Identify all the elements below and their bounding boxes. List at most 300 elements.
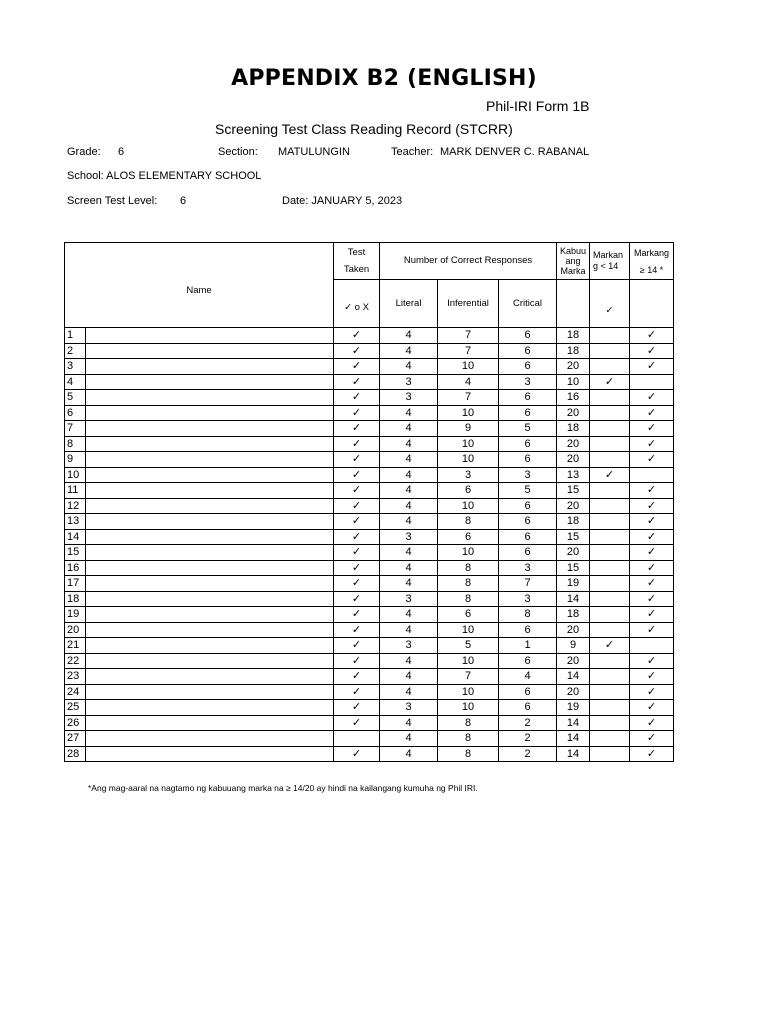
- literal-cell: 4: [380, 560, 438, 576]
- literal-cell: 4: [380, 653, 438, 669]
- test-taken-cell: ✓: [334, 374, 380, 390]
- row-number: 6: [65, 405, 86, 421]
- name-cell: [86, 545, 334, 561]
- name-cell: [86, 529, 334, 545]
- kabuuan-header-line3: Marka: [560, 266, 586, 276]
- name-cell: [86, 653, 334, 669]
- markang-ge14-cell: ✓: [630, 514, 674, 530]
- markang-ge14-header: [630, 243, 674, 280]
- name-cell: [86, 467, 334, 483]
- date-info: [282, 195, 402, 207]
- test-taken-cell: ✓: [334, 607, 380, 623]
- literal-cell: 4: [380, 514, 438, 530]
- total-score-cell: 20: [557, 545, 590, 561]
- table-row: [65, 545, 674, 561]
- total-score-cell: 20: [557, 498, 590, 514]
- inferential-header: Inferential: [438, 280, 499, 328]
- test-taken-cell: ✓: [334, 560, 380, 576]
- markang-ge14-cell: ✓: [630, 436, 674, 452]
- markang-lt14-cell: [590, 436, 630, 452]
- markang-ge14-cell: ✓: [630, 529, 674, 545]
- literal-cell: 4: [380, 731, 438, 747]
- name-cell: [86, 405, 334, 421]
- critical-cell: 7: [499, 576, 557, 592]
- markang-ge14-cell: ✓: [630, 653, 674, 669]
- markang-ge14-cell: ✓: [630, 622, 674, 638]
- teacher-label: Teacher:: [391, 146, 434, 158]
- total-score-cell: 10: [557, 374, 590, 390]
- markang-lt14-cell: [590, 529, 630, 545]
- total-score-cell: 18: [557, 343, 590, 359]
- inferential-cell: 10: [438, 405, 499, 421]
- literal-cell: 4: [380, 684, 438, 700]
- table-row: [65, 700, 674, 716]
- critical-cell: 6: [499, 343, 557, 359]
- test-taken-cell: ✓: [334, 669, 380, 685]
- row-number: 9: [65, 452, 86, 468]
- name-cell: [86, 328, 334, 344]
- name-cell: [86, 700, 334, 716]
- critical-cell: 6: [499, 390, 557, 406]
- test-taken-cell: ✓: [334, 359, 380, 375]
- test-taken-cell: ✓: [334, 622, 380, 638]
- test-taken-cell: ✓: [334, 591, 380, 607]
- critical-cell: 2: [499, 746, 557, 762]
- critical-cell: 3: [499, 591, 557, 607]
- inferential-cell: 10: [438, 622, 499, 638]
- critical-cell: 6: [499, 622, 557, 638]
- name-cell: [86, 359, 334, 375]
- row-number: 12: [65, 498, 86, 514]
- total-score-cell: 9: [557, 638, 590, 654]
- table-row: [65, 622, 674, 638]
- footnote: *Ang mag-aaral na nagtamo ng kabuuang marka na ≥ 14/20 ay hindi na kailangang kumuha ng Phil IRI.: [88, 783, 478, 793]
- literal-cell: 3: [380, 638, 438, 654]
- literal-cell: 3: [380, 529, 438, 545]
- test-taken-header-line2: Taken: [343, 263, 370, 275]
- markang-lt14-header-line1: Markan: [593, 250, 624, 260]
- markang-lt14-cell: [590, 483, 630, 499]
- markang-lt14-cell: [590, 452, 630, 468]
- correct-responses-header: Number of Correct Responses: [380, 243, 557, 280]
- table-row: [65, 576, 674, 592]
- markang-ge14-cell: ✓: [630, 684, 674, 700]
- critical-cell: 6: [499, 498, 557, 514]
- markang-lt14-header-line2: g < 14: [593, 261, 619, 271]
- table-row: [65, 560, 674, 576]
- markang-ge14-header-line1: Markang: [633, 247, 669, 258]
- total-score-cell: 20: [557, 653, 590, 669]
- table-row: [65, 421, 674, 437]
- inferential-cell: 7: [438, 669, 499, 685]
- literal-cell: 4: [380, 359, 438, 375]
- row-number: 23: [65, 669, 86, 685]
- row-number: 20: [65, 622, 86, 638]
- markang-lt14-cell: [590, 498, 630, 514]
- table-row: [65, 684, 674, 700]
- inferential-cell: 4: [438, 374, 499, 390]
- markang-ge14-cell: ✓: [630, 498, 674, 514]
- literal-cell: 4: [380, 421, 438, 437]
- markang-ge14-cell: ✓: [630, 328, 674, 344]
- table-row: [65, 328, 674, 344]
- inferential-cell: 10: [438, 684, 499, 700]
- test-taken-header-line1: Test: [347, 246, 366, 258]
- markang-lt14-header: [590, 243, 630, 280]
- form-label: Phil-IRI Form 1B: [486, 98, 590, 114]
- name-cell: [86, 343, 334, 359]
- markang-ge14-header-line2: ≥ 14 *: [639, 264, 664, 275]
- critical-cell: 4: [499, 669, 557, 685]
- table-row: [65, 359, 674, 375]
- critical-cell: 6: [499, 359, 557, 375]
- total-score-cell: 20: [557, 684, 590, 700]
- markang-lt14-cell: [590, 421, 630, 437]
- table-row: [65, 591, 674, 607]
- row-number: 16: [65, 560, 86, 576]
- inferential-cell: 8: [438, 514, 499, 530]
- literal-cell: 4: [380, 669, 438, 685]
- name-cell: [86, 514, 334, 530]
- table-row: [65, 638, 674, 654]
- name-header: Name: [65, 280, 334, 328]
- total-score-cell: 20: [557, 405, 590, 421]
- row-number: 3: [65, 359, 86, 375]
- critical-cell: 6: [499, 405, 557, 421]
- literal-cell: 4: [380, 607, 438, 623]
- markang-ge14-cell: ✓: [630, 669, 674, 685]
- markang-ge14-cell: ✓: [630, 359, 674, 375]
- name-cell: [86, 374, 334, 390]
- total-score-cell: 14: [557, 591, 590, 607]
- row-number: 22: [65, 653, 86, 669]
- total-score-cell: 20: [557, 359, 590, 375]
- literal-cell: 4: [380, 498, 438, 514]
- test-taken-cell: ✓: [334, 576, 380, 592]
- markang-ge14-cell: [630, 374, 674, 390]
- markang-ge14-cell: ✓: [630, 421, 674, 437]
- total-score-cell: 20: [557, 452, 590, 468]
- name-cell: [86, 576, 334, 592]
- critical-cell: 3: [499, 467, 557, 483]
- table-row: [65, 529, 674, 545]
- table-row: [65, 436, 674, 452]
- critical-cell: 3: [499, 560, 557, 576]
- inferential-cell: 10: [438, 545, 499, 561]
- markang-ge14-cell: ✓: [630, 343, 674, 359]
- name-cell: [86, 483, 334, 499]
- test-taken-cell: ✓: [334, 700, 380, 716]
- markang-lt14-cell: [590, 576, 630, 592]
- table-row: [65, 746, 674, 762]
- name-cell: [86, 607, 334, 623]
- critical-cell: 6: [499, 514, 557, 530]
- total-score-cell: 20: [557, 622, 590, 638]
- date-value: JANUARY 5, 2023: [311, 195, 403, 207]
- table-row: [65, 452, 674, 468]
- row-number: 25: [65, 700, 86, 716]
- inferential-cell: 8: [438, 731, 499, 747]
- total-score-cell: 18: [557, 421, 590, 437]
- row-number: 15: [65, 545, 86, 561]
- total-score-cell: 18: [557, 607, 590, 623]
- markang-lt14-cell: [590, 684, 630, 700]
- markang-ge14-cell: ✓: [630, 576, 674, 592]
- total-score-cell: 18: [557, 328, 590, 344]
- critical-cell: 6: [499, 452, 557, 468]
- markang-ge14-cell: ✓: [630, 483, 674, 499]
- total-score-cell: 15: [557, 529, 590, 545]
- name-cell: [86, 622, 334, 638]
- literal-cell: 4: [380, 545, 438, 561]
- markang-ge14-header-blank: [630, 280, 674, 328]
- row-number: 18: [65, 591, 86, 607]
- markang-lt14-cell: [590, 405, 630, 421]
- reading-record-table: [64, 242, 674, 762]
- inferential-cell: 7: [438, 390, 499, 406]
- literal-cell: 3: [380, 390, 438, 406]
- level-label: Screen Test Level:: [67, 195, 158, 207]
- row-number: 19: [65, 607, 86, 623]
- markang-ge14-cell: ✓: [630, 700, 674, 716]
- table-row: [65, 514, 674, 530]
- literal-header: Literal: [380, 280, 438, 328]
- markang-ge14-cell: ✓: [630, 746, 674, 762]
- literal-cell: 4: [380, 343, 438, 359]
- markang-lt14-cell: [590, 514, 630, 530]
- name-header-top: [65, 243, 334, 280]
- critical-cell: 3: [499, 374, 557, 390]
- total-score-cell: 16: [557, 390, 590, 406]
- row-number: 7: [65, 421, 86, 437]
- school-info: [67, 170, 261, 182]
- test-taken-cell: ✓: [334, 436, 380, 452]
- markang-ge14-cell: [630, 467, 674, 483]
- inferential-cell: 3: [438, 467, 499, 483]
- literal-cell: 4: [380, 328, 438, 344]
- total-score-cell: 14: [557, 731, 590, 747]
- inferential-cell: 10: [438, 653, 499, 669]
- inferential-cell: 10: [438, 700, 499, 716]
- inferential-cell: 5: [438, 638, 499, 654]
- row-number: 10: [65, 467, 86, 483]
- table-row: [65, 343, 674, 359]
- critical-cell: 6: [499, 700, 557, 716]
- markang-lt14-cell: [590, 746, 630, 762]
- markang-lt14-cell: [590, 359, 630, 375]
- inferential-cell: 8: [438, 715, 499, 731]
- markang-lt14-cell: [590, 715, 630, 731]
- markang-ge14-cell: ✓: [630, 715, 674, 731]
- inferential-cell: 10: [438, 436, 499, 452]
- table-row: [65, 607, 674, 623]
- markang-ge14-cell: ✓: [630, 452, 674, 468]
- row-number: 14: [65, 529, 86, 545]
- total-score-cell: 14: [557, 715, 590, 731]
- test-taken-cell: ✓: [334, 343, 380, 359]
- date-label: Date:: [282, 195, 309, 207]
- literal-cell: 4: [380, 436, 438, 452]
- row-number: 17: [65, 576, 86, 592]
- school-value: ALOS ELEMENTARY SCHOOL: [106, 170, 262, 182]
- literal-cell: 3: [380, 374, 438, 390]
- total-score-cell: 13: [557, 467, 590, 483]
- inferential-cell: 7: [438, 343, 499, 359]
- critical-header: Critical: [499, 280, 557, 328]
- total-score-cell: 18: [557, 514, 590, 530]
- total-score-cell: 19: [557, 700, 590, 716]
- name-cell: [86, 560, 334, 576]
- markang-ge14-cell: ✓: [630, 560, 674, 576]
- kabuuan-header-blank: [557, 280, 590, 328]
- markang-ge14-cell: ✓: [630, 607, 674, 623]
- critical-cell: 6: [499, 684, 557, 700]
- test-taken-cell: ✓: [334, 452, 380, 468]
- total-score-cell: 14: [557, 669, 590, 685]
- name-cell: [86, 731, 334, 747]
- inferential-cell: 6: [438, 529, 499, 545]
- test-taken-cell: [334, 731, 380, 747]
- table-row: [65, 390, 674, 406]
- school-label: School:: [67, 170, 104, 182]
- total-score-cell: 15: [557, 483, 590, 499]
- literal-cell: 4: [380, 622, 438, 638]
- kabuuan-header: [557, 243, 590, 280]
- critical-cell: 5: [499, 421, 557, 437]
- page-subtitle: Screening Test Class Reading Record (STCRR): [215, 121, 513, 137]
- row-number: 28: [65, 746, 86, 762]
- test-taken-cell: ✓: [334, 638, 380, 654]
- markang-lt14-cell: ✓: [590, 638, 630, 654]
- critical-cell: 5: [499, 483, 557, 499]
- markang-ge14-cell: ✓: [630, 390, 674, 406]
- grade-label: Grade:: [67, 146, 101, 158]
- name-cell: [86, 436, 334, 452]
- table-row: [65, 467, 674, 483]
- row-number: 5: [65, 390, 86, 406]
- row-number: 13: [65, 514, 86, 530]
- inferential-cell: 10: [438, 452, 499, 468]
- section-label: Section:: [218, 146, 258, 158]
- markang-ge14-cell: ✓: [630, 591, 674, 607]
- row-number: 24: [65, 684, 86, 700]
- test-taken-cell: ✓: [334, 467, 380, 483]
- literal-cell: 3: [380, 700, 438, 716]
- inferential-cell: 8: [438, 576, 499, 592]
- test-taken-cell: ✓: [334, 684, 380, 700]
- markang-ge14-cell: [630, 638, 674, 654]
- markang-lt14-cell: [590, 343, 630, 359]
- markang-lt14-cell: [590, 328, 630, 344]
- test-taken-cell: ✓: [334, 421, 380, 437]
- test-taken-cell: ✓: [334, 498, 380, 514]
- markang-lt14-cell: [590, 607, 630, 623]
- table-row: [65, 483, 674, 499]
- name-cell: [86, 591, 334, 607]
- table-row: [65, 374, 674, 390]
- critical-cell: 6: [499, 436, 557, 452]
- critical-cell: 2: [499, 715, 557, 731]
- inferential-cell: 6: [438, 483, 499, 499]
- literal-cell: 4: [380, 405, 438, 421]
- name-cell: [86, 669, 334, 685]
- inferential-cell: 8: [438, 746, 499, 762]
- inferential-cell: 10: [438, 359, 499, 375]
- section-value: MATULUNGIN: [278, 146, 350, 158]
- test-taken-cell: ✓: [334, 715, 380, 731]
- level-value: 6: [180, 195, 187, 207]
- name-cell: [86, 746, 334, 762]
- critical-cell: 6: [499, 328, 557, 344]
- markang-lt14-cell: [590, 731, 630, 747]
- critical-cell: 8: [499, 607, 557, 623]
- row-number: 4: [65, 374, 86, 390]
- row-number: 1: [65, 328, 86, 344]
- critical-cell: 1: [499, 638, 557, 654]
- inferential-cell: 6: [438, 607, 499, 623]
- markang-lt14-cell: [590, 622, 630, 638]
- name-cell: [86, 498, 334, 514]
- markang-ge14-cell: ✓: [630, 405, 674, 421]
- inferential-cell: 8: [438, 560, 499, 576]
- name-cell: [86, 390, 334, 406]
- name-cell: [86, 638, 334, 654]
- table-row: [65, 715, 674, 731]
- kabuuan-header-line1: Kabuu: [559, 246, 587, 256]
- test-taken-cell: ✓: [334, 328, 380, 344]
- critical-cell: 6: [499, 653, 557, 669]
- table-row: [65, 669, 674, 685]
- grade-value: 6: [118, 146, 125, 158]
- critical-cell: 6: [499, 545, 557, 561]
- total-score-cell: 19: [557, 576, 590, 592]
- test-taken-cell: ✓: [334, 405, 380, 421]
- row-number: 8: [65, 436, 86, 452]
- markang-lt14-cell: [590, 560, 630, 576]
- test-taken-cell: ✓: [334, 483, 380, 499]
- test-taken-header: [334, 243, 380, 280]
- inferential-cell: 10: [438, 498, 499, 514]
- kabuuan-header-line2: ang: [565, 256, 581, 266]
- test-taken-cell: ✓: [334, 653, 380, 669]
- table-body: [65, 328, 674, 762]
- row-number: 11: [65, 483, 86, 499]
- test-taken-cell: ✓: [334, 545, 380, 561]
- table-row: [65, 498, 674, 514]
- name-cell: [86, 421, 334, 437]
- inferential-cell: 8: [438, 591, 499, 607]
- test-taken-cell: ✓: [334, 390, 380, 406]
- literal-cell: 4: [380, 452, 438, 468]
- markang-lt14-cell: ✓: [590, 374, 630, 390]
- markang-lt14-cell: [590, 545, 630, 561]
- markang-lt14-cell: [590, 390, 630, 406]
- teacher-value: MARK DENVER C. RABANAL: [440, 146, 590, 158]
- literal-cell: 4: [380, 746, 438, 762]
- markang-ge14-cell: ✓: [630, 545, 674, 561]
- name-cell: [86, 715, 334, 731]
- row-number: 26: [65, 715, 86, 731]
- markang-lt14-cell: [590, 591, 630, 607]
- test-taken-cell: ✓: [334, 746, 380, 762]
- markang-lt14-cell: [590, 669, 630, 685]
- literal-cell: 3: [380, 591, 438, 607]
- table-row: [65, 731, 674, 747]
- table-row: [65, 653, 674, 669]
- test-taken-cell: ✓: [334, 529, 380, 545]
- markang-lt14-cell: [590, 653, 630, 669]
- inferential-cell: 9: [438, 421, 499, 437]
